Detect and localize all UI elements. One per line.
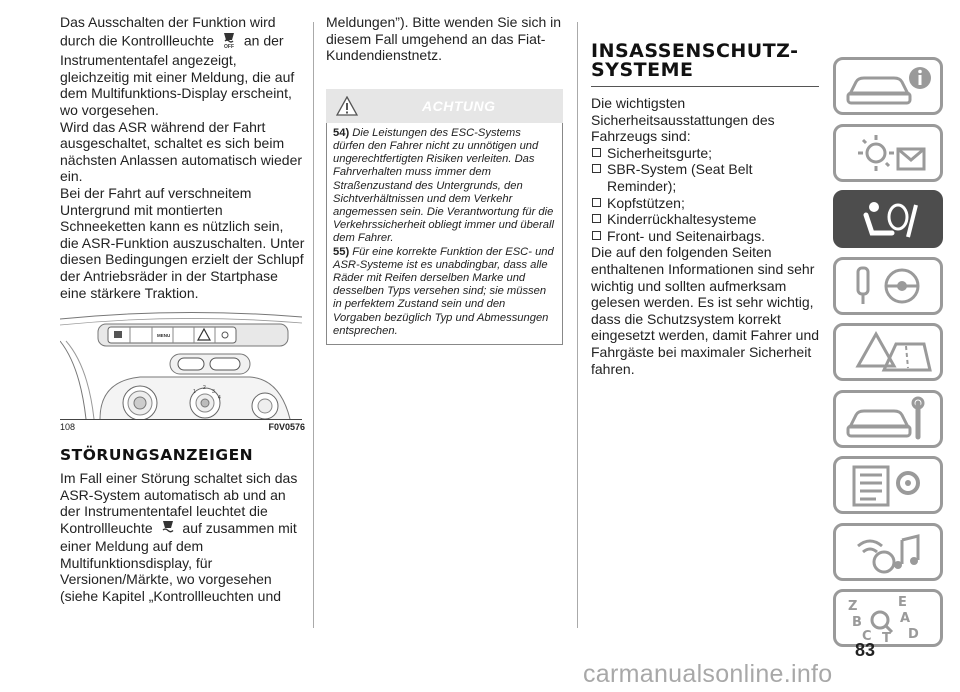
text: auf zusammen mit einer Meldung auf dem Multifunktionsdisplay, für Versionen/Märkte, wo vorgesehen (siehe Kapitel „Kontrollleuchten und	[60, 519, 297, 604]
title-rule	[591, 86, 819, 87]
dial-number: 3	[212, 389, 215, 396]
warning-number: 54)	[333, 126, 350, 139]
dial-number: 1	[193, 389, 196, 396]
tab-car-info[interactable]	[833, 57, 943, 115]
list-item	[591, 195, 819, 212]
chapter-title	[591, 42, 819, 80]
chapter-tabs	[833, 57, 943, 656]
warning-body	[326, 123, 563, 345]
list-item	[591, 145, 819, 162]
bullet-square-icon	[592, 148, 601, 157]
car-info-icon	[836, 60, 940, 112]
airbag-seat-icon	[836, 193, 940, 245]
list-item	[591, 211, 819, 228]
tab-emergency[interactable]	[833, 323, 943, 381]
section-heading-faults: STÖRUNGSANZEIGEN	[60, 446, 254, 465]
list-item-text: Kinderrückhaltesysteme	[607, 211, 757, 228]
paragraph-fault	[60, 470, 305, 604]
warning-triangle-icon	[336, 96, 358, 116]
chapter-title-line: INSASSENSCHUTZ-	[591, 40, 799, 62]
bullet-square-icon	[592, 231, 601, 240]
index-letter: T	[882, 631, 891, 644]
index-letter: E	[898, 595, 907, 610]
warning-text: Für eine korrekte Funktion der ESC- und ASR-Systeme ist es unabdingbar, dass alle Räder mit Reifen derselben Marke und desselben Typs versehen sind; sie müssen in perfektem Zustand sein und den Vorgaben bezüglich Typ und Abmessungen entsprechen.	[333, 245, 554, 337]
tab-sun-warning[interactable]	[833, 124, 943, 182]
list-item	[591, 228, 819, 245]
page-number: 83	[855, 640, 876, 660]
warning-header	[326, 89, 563, 123]
menu-button-label: MENU	[157, 333, 171, 339]
text-line: an	[243, 32, 260, 49]
paragraph-snow: Bei der Fahrt auf verschneitem Untergrund mit montierten Schneeketten kann es nützlich sein, die ASR-Funktion auszuschalten. Unter diesen Bedingungen erzielt der Schlupf der Antriebsräder in der Startphase eine stärkere Traktion.	[60, 184, 305, 301]
column-middle	[326, 14, 563, 345]
tab-safety[interactable]	[833, 190, 943, 248]
media-nav-icon	[836, 526, 940, 578]
text-line: durch die Kontrollleuchte	[60, 32, 215, 49]
text: Im Fall einer Störung schaltet sich das ASR-System automatisch ab und an der Instrumententafel leuchtet die Kontrollleuchte	[60, 470, 298, 536]
list-item-text: Front- und Seitenairbags.	[607, 227, 765, 244]
list-item	[591, 161, 819, 194]
index-az-icon	[836, 592, 940, 644]
dashboard-illustration	[60, 311, 302, 419]
text-line: Das Ausschalten der Funktion wird	[60, 14, 276, 30]
key-steering-icon	[836, 260, 940, 312]
list-item-text: Kopfstützen;	[607, 194, 685, 211]
dial-number: 2	[203, 385, 206, 392]
bullet-square-icon	[592, 214, 601, 223]
dashboard-figure	[60, 311, 302, 420]
tab-technical-data[interactable]	[833, 456, 943, 514]
figure-caption	[60, 422, 305, 432]
paragraph-restart: Wird das ASR während der Fahrt ausgeschaltet, schaltet es sich beim nächsten Anlassen automatisch wieder ein.	[60, 118, 303, 185]
svg-text:OFF: OFF	[224, 43, 234, 49]
figure-number: 108	[60, 422, 76, 433]
watermark: carmanualsonline.info	[583, 660, 833, 688]
column-divider	[577, 22, 578, 628]
index-letter: B	[852, 615, 862, 630]
paragraph-asr-off	[60, 14, 305, 119]
car-wrench-icon	[836, 393, 940, 445]
index-letter: A	[900, 611, 911, 626]
paragraph-intro: Die wichtigsten Sicherheitsausstattungen des Fahrzeugs sind:	[591, 95, 775, 145]
paragraph-service: Meldungen”). Bitte wenden Sie sich in diesem Fall umgehend an das Fiat-Kundendienstnetz.	[326, 14, 562, 64]
settings-list-icon	[836, 459, 940, 511]
chapter-title-line: SYSTEME	[591, 59, 694, 81]
list-item-text: SBR-System (Seat Belt Reminder);	[607, 161, 753, 194]
figure-code: F0V0576	[268, 422, 305, 433]
index-letter: D	[908, 627, 919, 642]
column-divider	[313, 22, 314, 628]
column-right	[591, 14, 819, 377]
tab-starting[interactable]	[833, 257, 943, 315]
warning-road-icon	[836, 326, 940, 378]
asr-off-warning-light-icon	[221, 31, 237, 53]
tab-index[interactable]	[833, 589, 943, 647]
safety-list	[591, 145, 819, 245]
warning-text: Die Leistungen des ESC-Systems dürfen den Fahrer nicht zu unnötigen und ungerechtfertigten Risiken verleiten. Das Fahrverhalten muss immer dem Straßenzustand des Untergrunds, den Sichtverhältnissen und dem Verkehr angemessen sein. Die Verantwortung für die Verkehrssicherheit obliegt immer und überall dem Fahrer.	[333, 126, 554, 245]
warning-item-54	[333, 127, 555, 246]
index-letter: Z	[848, 599, 858, 614]
paragraph-outro: Die auf den folgenden Seiten enthaltenen Informationen sind sehr wichtig und sollten aufmerksam gelesen werden. Es ist sehr wichtig, dass die Schutzsystem korrekt eingesetzt werden, damit Fahrer und Fahrgäste bei maximaler Sicherheit fahren.	[591, 244, 820, 377]
bullet-square-icon	[592, 198, 601, 207]
tab-maintenance[interactable]	[833, 390, 943, 448]
bullet-square-icon	[592, 164, 601, 173]
dial-number: 4	[218, 395, 221, 402]
tab-multimedia[interactable]	[833, 523, 943, 581]
text: der Instrumententafel angezeigt, gleichzeitig mit einer Meldung, die auf dem Multifunktions-Display erscheint, wo vorgesehen.	[60, 32, 295, 118]
warning-item-55	[333, 246, 555, 338]
index-letter: C	[862, 629, 872, 644]
warning-number: 55)	[333, 245, 350, 258]
list-item-text: Sicherheitsgurte;	[607, 144, 713, 161]
column-left	[60, 14, 305, 604]
warning-title: ACHTUNG	[422, 97, 496, 114]
traction-control-warning-light-icon	[160, 520, 176, 538]
sun-warning-icon	[836, 127, 940, 179]
